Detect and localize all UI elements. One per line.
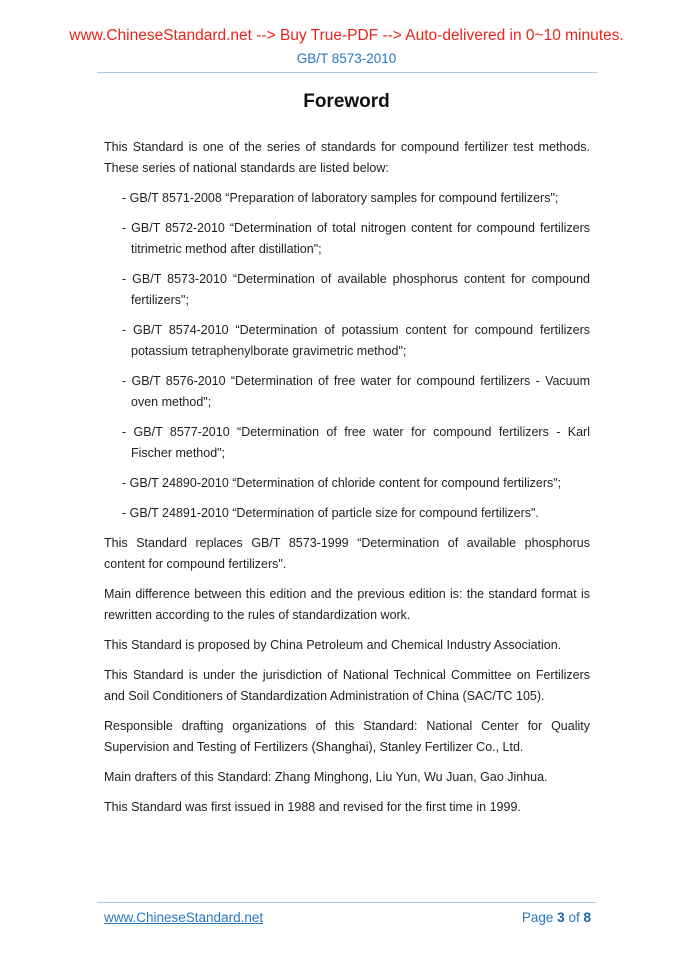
standard-number: GB/T 8573-2010 [296, 51, 397, 66]
body-paragraph: This Standard replaces GB/T 8573-1999 “Determination of available phosphorus content for compound fertilizers". [104, 536, 590, 571]
list-item: - GB/T 24890-2010 “Determination of chloride content for compound fertilizers"; [122, 476, 562, 490]
page-indicator [522, 909, 591, 927]
list-item: - GB/T 8577-2010 “Determination of free water for compound fertilizers - Karl Fischer method"; [122, 425, 590, 460]
list-item: - GB/T 8576-2010 “Determination of free water for compound fertilizers - Vacuum oven method"; [122, 374, 590, 409]
page-word: Page [521, 910, 554, 925]
list-item: - GB/T 8574-2010 “Determination of potassium content for compound fertilizers potassium tetraphenylborate gravimetric method"; [122, 323, 590, 358]
body-paragraph: Responsible drafting organizations of this Standard: National Center for Quality Supervision and Testing of Fertilizers (Shanghai), Stanley Fertilizer Co., Ltd. [104, 719, 590, 754]
list-item: - GB/T 24891-2010 “Determination of particle size for compound fertilizers". [122, 506, 539, 520]
footer-row [97, 903, 596, 927]
body-paragraph: Main drafters of this Standard: Zhang Minghong, Liu Yun, Wu Juan, Gao Jinhua. [104, 770, 548, 784]
page-footer [97, 902, 596, 927]
foreword-content [104, 137, 590, 818]
promo-banner: www.ChineseStandard.net --> Buy True-PDF --> Auto-delivered in 0~10 minutes. [69, 27, 624, 44]
list-item: - GB/T 8573-2010 “Determination of available phosphorus content for compound fertilizers"; [122, 272, 590, 307]
footer-link[interactable]: www.ChineseStandard.net [104, 910, 264, 925]
list-item: - GB/T 8572-2010 “Determination of total nitrogen content for compound fertilizers titrimetric method after distillation"; [122, 221, 590, 256]
body-paragraph: This Standard was first issued in 1988 and revised for the first time in 1999. [104, 800, 521, 814]
body-paragraph: Main difference between this edition and the previous edition is: the standard format is rewritten according to the rules of standardization work. [104, 587, 590, 622]
body-paragraph: This Standard is under the jurisdiction of National Technical Committee on Fertilizers and Soil Conditioners of Standardization Administration of China (SAC/TC 105). [104, 668, 590, 703]
of-word: of [568, 910, 580, 925]
current-page-number: 3 [557, 910, 565, 925]
page-title: Foreword [303, 91, 390, 112]
header-divider [97, 72, 597, 73]
body-paragraph: This Standard is proposed by China Petroleum and Chemical Industry Association. [104, 638, 562, 652]
intro-paragraph: This Standard is one of the series of standards for compound fertilizer test methods. These series of national standards are listed below: [104, 140, 590, 175]
total-page-number: 8 [583, 910, 591, 925]
list-item: - GB/T 8571-2008 “Preparation of laboratory samples for compound fertilizers"; [122, 191, 559, 205]
